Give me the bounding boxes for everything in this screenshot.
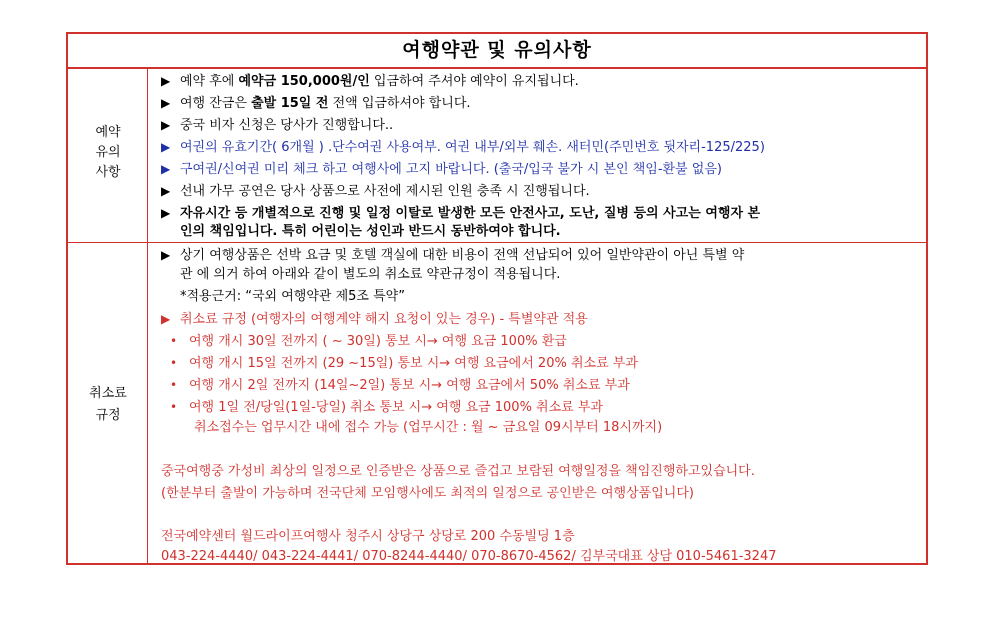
triangle-bullet-icon: ▶ (161, 140, 171, 154)
triangle-bullet-icon: ▶ (161, 96, 171, 110)
contact-address: 전국예약센터 월드라이프여행사 청주시 상당구 상당로 200 수동빌딩 1층 (161, 529, 575, 544)
promo-line-2: (한분부터 출발이 가능하며 전국단체 모임행사에도 최적의 일정으로 공인받은 여행상품입니다) (161, 486, 694, 501)
section1-label-1: 예약 (95, 125, 121, 140)
cancel-rule-title: ▶ 취소료 규정 (여행자의 여행계약 해지 요청이 있는 경우) - 특별약관 적용 (161, 312, 588, 327)
cancel-rule-3: • 여행 개시 2일 전까지 (14일~2일) 통보 시→ 여행 요금에서 50% 취소료 부과 (170, 378, 630, 393)
page-title: 여행약관 및 유의사항 (68, 34, 926, 69)
cancel-rule-2: • 여행 개시 15일 전까지 (29 ~15일) 통보 시→ 여행 요금에서 20% 취소료 부과 (170, 356, 638, 371)
triangle-bullet-icon: ▶ (161, 248, 171, 262)
section2-label-1: 취소료 (89, 386, 127, 401)
notice-line-7: ▶ 자유시간 등 개별적으로 진행 및 일정 이탈로 발생한 모든 안전사고, 도난, 질병 등의 사고는 여행자 본 (161, 206, 761, 221)
promo-line-1: 중국여행중 가성비 최상의 일정으로 인증받은 상품으로 즐겁고 보람된 여행일정을 책임진행하고있습니다. (161, 464, 755, 479)
triangle-bullet-icon: ▶ (161, 74, 171, 88)
dot-bullet-icon: • (170, 378, 178, 392)
notice-line-4: ▶ 여권의 유효기간( 6개월 ) .단수여권 사용여부. 여권 내부/외부 훼손. 새터민(주민번호 뒷자리-125/225) (161, 140, 765, 155)
cancel-hours: 취소접수는 업무시간 내에 접수 가능 (업무시간 : 월 ~ 금요일 09시부터 18시까지) (194, 420, 663, 435)
notice-line-2: ▶ 여행 잔금은 출발 15일 전 전액 입금하셔야 합니다. (161, 96, 471, 111)
notice-line-5: ▶ 구여권/신여권 미리 체크 하고 여행사에 고지 바랍니다. (출국/입국 불가 시 본인 책임-환불 없음) (161, 162, 722, 177)
triangle-bullet-icon: ▶ (161, 162, 171, 176)
contact-phones: 043-224-4440/ 043-224-4441/ 070-8244-4440/ 070-8670-4562/ 김부국대표 상담 010-5461-3247 (161, 549, 777, 564)
section1-label-3: 사항 (95, 165, 121, 180)
notice-line-1: ▶ 예약 후에 예약금 150,000원/인 입금하여 주셔야 예약이 유지됩니다. (161, 74, 579, 89)
triangle-bullet-icon: ▶ (161, 184, 171, 198)
section1-label-2: 유의 (95, 145, 121, 160)
triangle-bullet-icon: ▶ (161, 312, 171, 326)
dot-bullet-icon: • (170, 334, 178, 348)
cancel-rule-4: • 여행 1일 전/당일(1일-당일) 취소 통보 시→ 여행 요금 100% 취소료 부과 (170, 400, 603, 415)
row-divider (68, 242, 926, 243)
notice-line-3: ▶ 중국 비자 신청은 당사가 진행합니다.. (161, 118, 394, 133)
notice-line-6: ▶ 선내 가무 공연은 당사 상품으로 사전에 제시된 인원 충족 시 진행됩니다. (161, 184, 590, 199)
notice-line-8: 인의 책임입니다. 특히 어린이는 성인과 반드시 동반하여야 합니다. (180, 224, 561, 239)
dot-bullet-icon: • (170, 400, 178, 414)
cancel-rule-1: • 여행 개시 30일 전까지 ( ~ 30일) 통보 시→ 여행 요금 100% 환급 (170, 334, 567, 349)
triangle-bullet-icon: ▶ (161, 118, 171, 132)
cancel-intro-2: 관 에 의거 하여 아래와 같이 별도의 취소료 약관규정이 적용됩니다. (180, 267, 561, 282)
cancel-basis: *적용근거: “국외 여행약관 제5조 특약” (180, 289, 405, 304)
dot-bullet-icon: • (170, 356, 178, 370)
cancel-intro-1: ▶ 상기 여행상품은 선박 요금 및 호텔 객실에 대한 비용이 전액 선납되어 있어 일반약관이 아닌 특별 약 (161, 248, 745, 263)
terms-document (66, 32, 928, 565)
triangle-bullet-icon: ▶ (161, 206, 171, 220)
section2-label-2: 규정 (95, 408, 121, 423)
